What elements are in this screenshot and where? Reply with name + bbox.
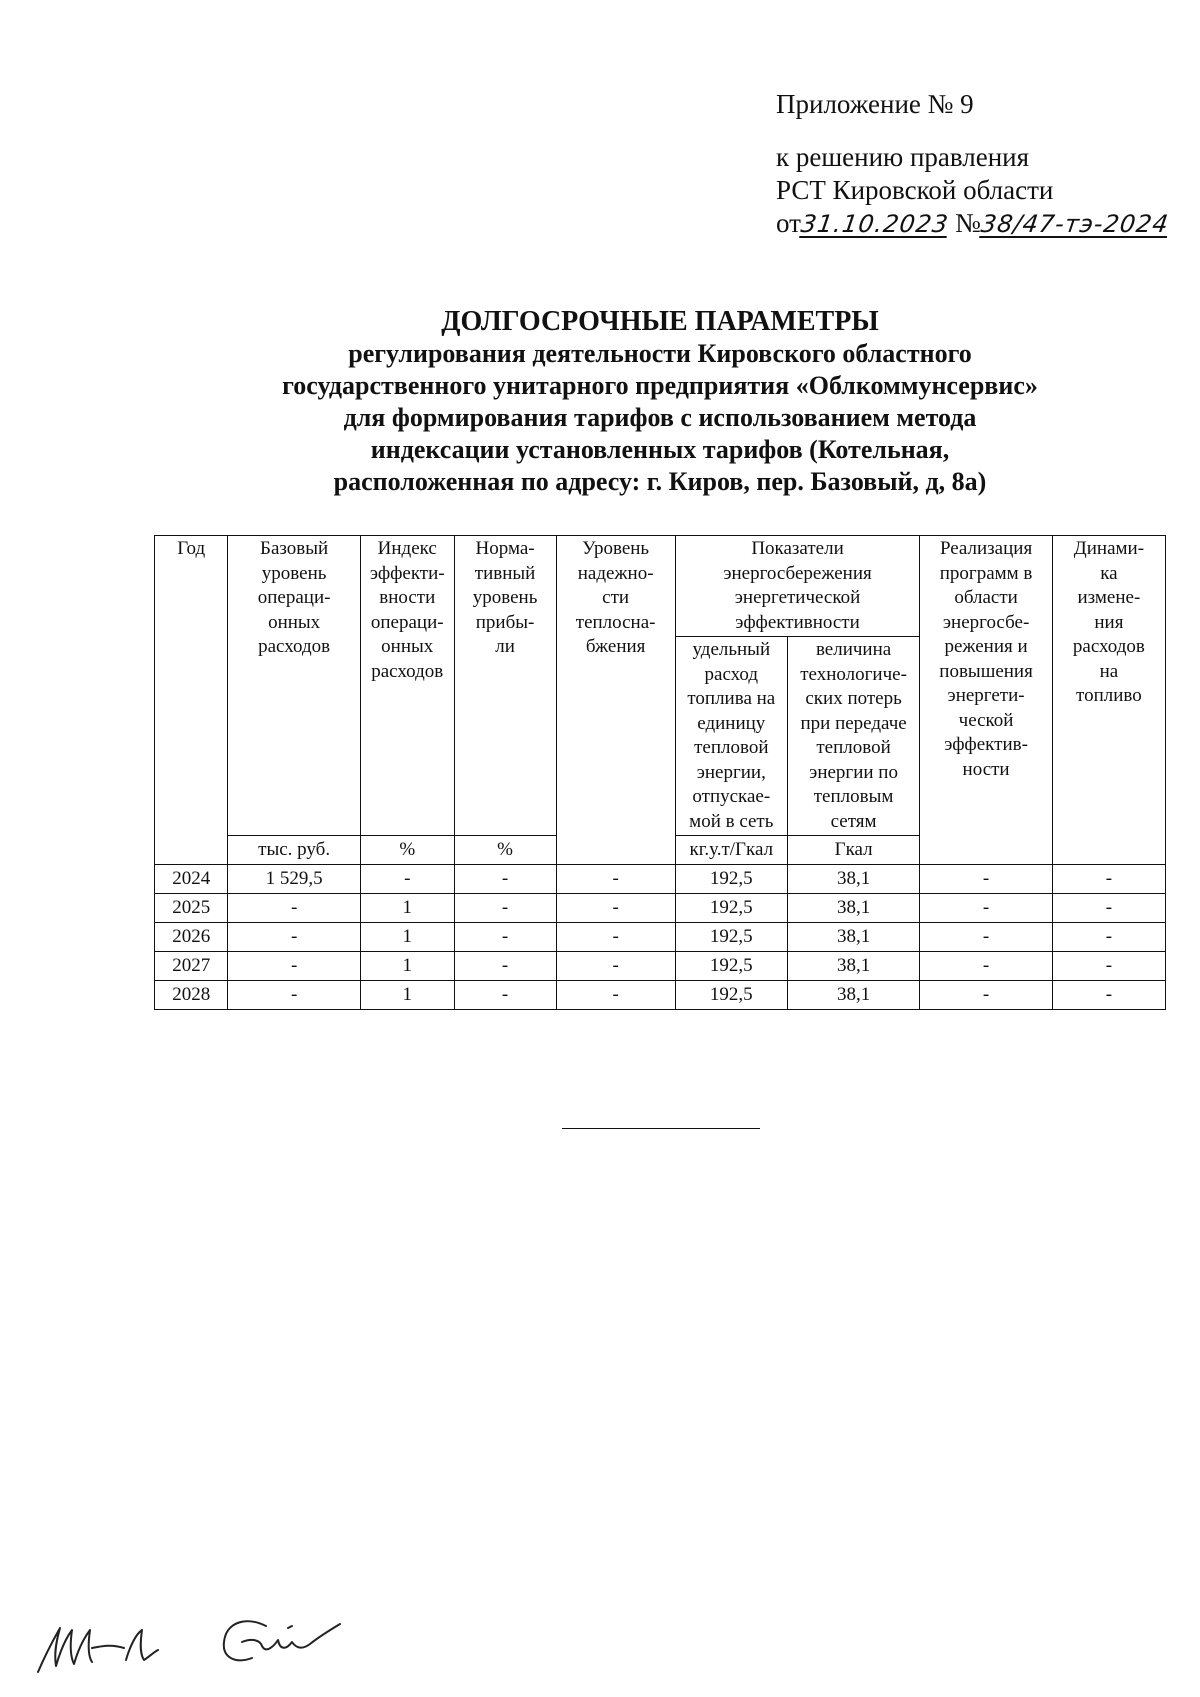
header-heat-losses: величина технологиче- ских потерь при передаче тепловой энергии по тепловым сетям	[787, 637, 919, 836]
unit-index: %	[360, 836, 454, 865]
document-title	[150, 306, 1170, 498]
cell-profit-level: -	[454, 865, 556, 894]
cell-programs: -	[920, 981, 1052, 1010]
cell-reliability: -	[556, 923, 675, 952]
header-fuel-dynamics: Динами- ка измене- ния расходов на топливо	[1052, 536, 1165, 865]
cell-reliability: -	[556, 894, 675, 923]
header-year: Год	[155, 536, 228, 865]
header-efficiency-index: Индекс эффекти- вности операци- онных расходов	[360, 536, 454, 836]
title-main: ДОЛГОСРОЧНЫЕ ПАРАМЕТРЫ	[441, 306, 879, 337]
date-prefix: от	[776, 208, 801, 238]
annex-block	[776, 88, 1169, 241]
table-row	[155, 981, 1166, 1010]
cell-heat-losses: 38,1	[787, 952, 919, 981]
cell-fuel-dynamics: -	[1052, 923, 1165, 952]
cell-base-level: -	[228, 923, 360, 952]
cell-profit-level: -	[454, 952, 556, 981]
annex-line-1: к решению правления	[776, 142, 1030, 172]
cell-year: 2024	[155, 865, 228, 894]
cell-heat-losses: 38,1	[787, 865, 919, 894]
header-fuel-consumption: удельный расход топлива на единицу тепловой энергии, отпускае- мой в сеть	[675, 637, 787, 836]
cell-reliability: -	[556, 865, 675, 894]
cell-fuel-consumption: 192,5	[675, 952, 787, 981]
cell-fuel-dynamics: -	[1052, 865, 1165, 894]
cell-efficiency-index: 1	[360, 981, 454, 1010]
annex-line-2: РСТ Кировской области	[776, 175, 1054, 205]
cell-profit-level: -	[454, 981, 556, 1010]
parameters-table	[154, 535, 1166, 1010]
cell-fuel-consumption: 192,5	[675, 923, 787, 952]
cell-heat-losses: 38,1	[787, 923, 919, 952]
cell-profit-level: -	[454, 894, 556, 923]
annex-date-line	[776, 207, 1169, 241]
cell-reliability: -	[556, 981, 675, 1010]
cell-base-level: -	[228, 952, 360, 981]
unit-profit: %	[454, 836, 556, 865]
cell-base-level: -	[228, 981, 360, 1010]
annex-title: Приложение № 9	[776, 89, 974, 119]
table-row	[155, 952, 1166, 981]
header-programs: Реализация программ в области энергосбе- режения и повышения энергети- ческой эффектив- ности	[920, 536, 1052, 865]
cell-heat-losses: 38,1	[787, 981, 919, 1010]
title-line-1: регулирования деятельности Кировского областного	[348, 339, 972, 368]
cell-year: 2027	[155, 952, 228, 981]
header-profit-level: Норма- тивный уровень прибы- ли	[454, 536, 556, 836]
cell-fuel-dynamics: -	[1052, 894, 1165, 923]
cell-fuel-consumption: 192,5	[675, 981, 787, 1010]
cell-reliability: -	[556, 952, 675, 981]
cell-efficiency-index: 1	[360, 952, 454, 981]
unit-losses: Гкал	[787, 836, 919, 865]
cell-profit-level: -	[454, 923, 556, 952]
annex-spacer	[776, 121, 1169, 141]
cell-programs: -	[920, 894, 1052, 923]
cell-efficiency-index: -	[360, 865, 454, 894]
cell-fuel-dynamics: -	[1052, 952, 1165, 981]
cell-heat-losses: 38,1	[787, 894, 919, 923]
title-line-5: расположенная по адресу: г. Киров, пер. Базовый, д, 8а)	[333, 467, 987, 496]
cell-fuel-consumption: 192,5	[675, 865, 787, 894]
cell-efficiency-index: 1	[360, 923, 454, 952]
unit-fuel: кг.у.т/Гкал	[675, 836, 787, 865]
cell-programs: -	[920, 923, 1052, 952]
cell-year: 2026	[155, 923, 228, 952]
decision-date: 31.10.2023	[799, 210, 951, 238]
signature-image	[30, 1608, 360, 1678]
cell-year: 2025	[155, 894, 228, 923]
cell-base-level: -	[228, 894, 360, 923]
table-row	[155, 865, 1166, 894]
end-divider	[562, 1128, 760, 1129]
cell-year: 2028	[155, 981, 228, 1010]
title-line-3: для формирования тарифов с использованием метода	[343, 403, 977, 432]
number-prefix: №	[955, 208, 981, 238]
cell-base-level: 1 529,5	[228, 865, 360, 894]
cell-fuel-dynamics: -	[1052, 981, 1165, 1010]
table-row	[155, 894, 1166, 923]
cell-programs: -	[920, 952, 1052, 981]
header-energy-saving: Показатели энергосбережения энергетической эффективности	[675, 536, 920, 637]
cell-fuel-consumption: 192,5	[675, 894, 787, 923]
header-base-level: Базовый уровень операци- онных расходов	[228, 536, 360, 836]
cell-efficiency-index: 1	[360, 894, 454, 923]
unit-base: тыс. руб.	[228, 836, 360, 865]
title-line-2: государственного унитарного предприятия «Облкоммунсервис»	[282, 371, 1038, 400]
cell-programs: -	[920, 865, 1052, 894]
title-line-4: индексации установленных тарифов (Котельная,	[370, 435, 950, 464]
table-row	[155, 923, 1166, 952]
header-row-1	[155, 536, 1166, 637]
decision-number: 38/47-тэ-2024	[978, 210, 1171, 238]
header-reliability: Уровень надежно- сти теплосна- бжения	[556, 536, 675, 865]
